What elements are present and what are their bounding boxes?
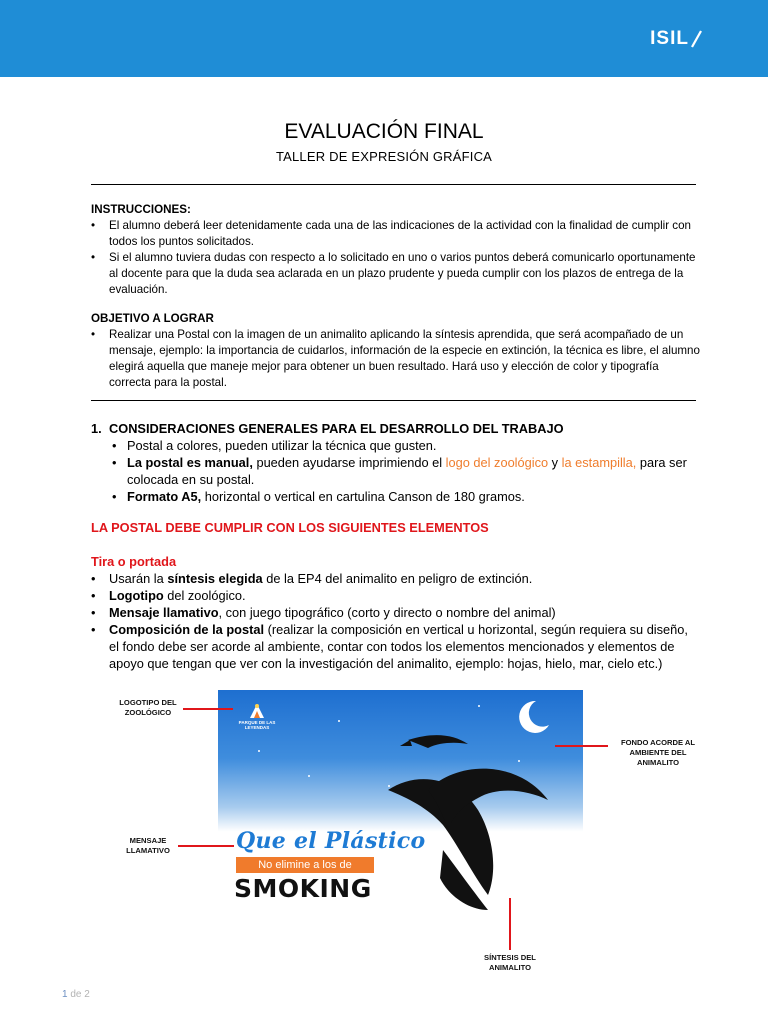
label-mensaje: MENSAJE LLAMATIVO <box>126 836 170 855</box>
section1-item: • Postal a colores, pueden utilizar la técnica que gusten. <box>91 437 701 454</box>
tira-item: • Composición de la postal (realizar la composición en vertical u horizontal, según requiera su diseño, el fondo debe ser acorde al ambiente, contar con todos los elementos mencionados y elementos de apoyo que tengan que ver con la investigación del animalito, ejemplo: hojas, hielo, mar, cielo etc.) <box>91 621 701 672</box>
slash-mark-icon <box>690 29 702 49</box>
label-fondo: FONDO ACORDE AL AMBIENTE DEL ANIMALITO <box>620 738 696 767</box>
orange-strip: No elimine a los de <box>236 857 374 873</box>
zoo-logo <box>232 700 282 734</box>
postal-example-image <box>218 690 583 934</box>
postal-heading: LA POSTAL DEBE CUMPLIR CON LOS SIGUIENTES ELEMENTOS <box>91 520 489 535</box>
snow-dot <box>308 775 310 777</box>
section1-block <box>91 420 701 505</box>
instructions-heading: INSTRUCCIONES: <box>91 203 191 216</box>
objective-item: • Realizar una Postal con la imagen de un animalito aplicando la síntesis aprendida, que será acompañado de un mensaje, ejemplo: la importancia de cuidarlos, información de la especie en extinción, la técnica es libre, el alumno elegirá aquella que maneje mejor para obtener un buen resultado. Hará uso y elección de color y tipografía correcta para la postal. <box>91 327 701 391</box>
penguin-silhouette <box>348 720 568 930</box>
zoo-logo-icon <box>232 700 282 720</box>
objective-block <box>91 311 701 391</box>
callout-line <box>178 845 234 847</box>
tira-item: • Usarán la síntesis elegida de la EP4 del animalito en peligro de extinción. <box>91 570 701 587</box>
page-number: 1 de 2 <box>62 989 90 1000</box>
divider <box>91 400 696 401</box>
instruction-item: • El alumno deberá leer detenidamente cada una de las indicaciones de la actividad con la finalidad de cumplir con todos los puntos solicitados. <box>91 218 701 250</box>
callout-line <box>509 898 511 950</box>
tira-heading: Tira o portada <box>91 554 177 569</box>
label-sintesis: SÍNTESIS DEL ANIMALITO <box>484 953 536 972</box>
objective-heading: OBJETIVO A LOGRAR <box>91 312 214 325</box>
zoo-logo-link: logo del zoológico <box>445 455 549 470</box>
divider <box>91 184 696 185</box>
snow-dot <box>478 705 480 707</box>
snow-dot <box>338 720 340 722</box>
section1-item: • La postal es manual, pueden ayudarse imprimiendo el logo del zoológico y la estampilla, para ser colocada en su postal. <box>91 454 701 488</box>
tira-block <box>91 553 701 672</box>
section1-item: • Formato A5, horizontal o vertical en cartulina Canson de 180 gramos. <box>91 488 701 505</box>
tira-item: • Logotipo del zoológico. <box>91 587 701 604</box>
brand-text: ISIL <box>650 28 689 49</box>
instructions-block <box>91 202 701 298</box>
top-banner <box>0 0 768 77</box>
page-title: EVALUACIÓN FINAL <box>284 120 484 143</box>
section1-title: 1. CONSIDERACIONES GENERALES PARA EL DESARROLLO DEL TRABAJO <box>91 421 564 436</box>
tira-item: • Mensaje llamativo, con juego tipográfico (corto y directo o nombre del animal) <box>91 604 701 621</box>
label-logo: LOGOTIPO DEL ZOOLÓGICO <box>119 698 177 717</box>
page-subtitle: TALLER DE EXPRESIÓN GRÁFICA <box>275 149 493 164</box>
stamp-link: la estampilla, <box>561 455 637 470</box>
instruction-item: • Si el alumno tuviera dudas con respecto a lo solicitado en uno o varios puntos deberá comunicarlo oportunamente al docente para que la duda sea aclarada en un plazo prudente y pueda cumplir con los plazos de entrega de la evaluación. <box>91 250 701 298</box>
headline-text: Que el Plástico <box>236 828 426 854</box>
callout-line <box>555 745 608 747</box>
isil-logo <box>650 28 702 50</box>
zoo-logo-text: PARQUE DE LAS LEYENDAS <box>238 720 276 730</box>
big-title: SMOKING <box>234 874 372 903</box>
snow-dot <box>258 750 260 752</box>
callout-line <box>183 708 233 710</box>
